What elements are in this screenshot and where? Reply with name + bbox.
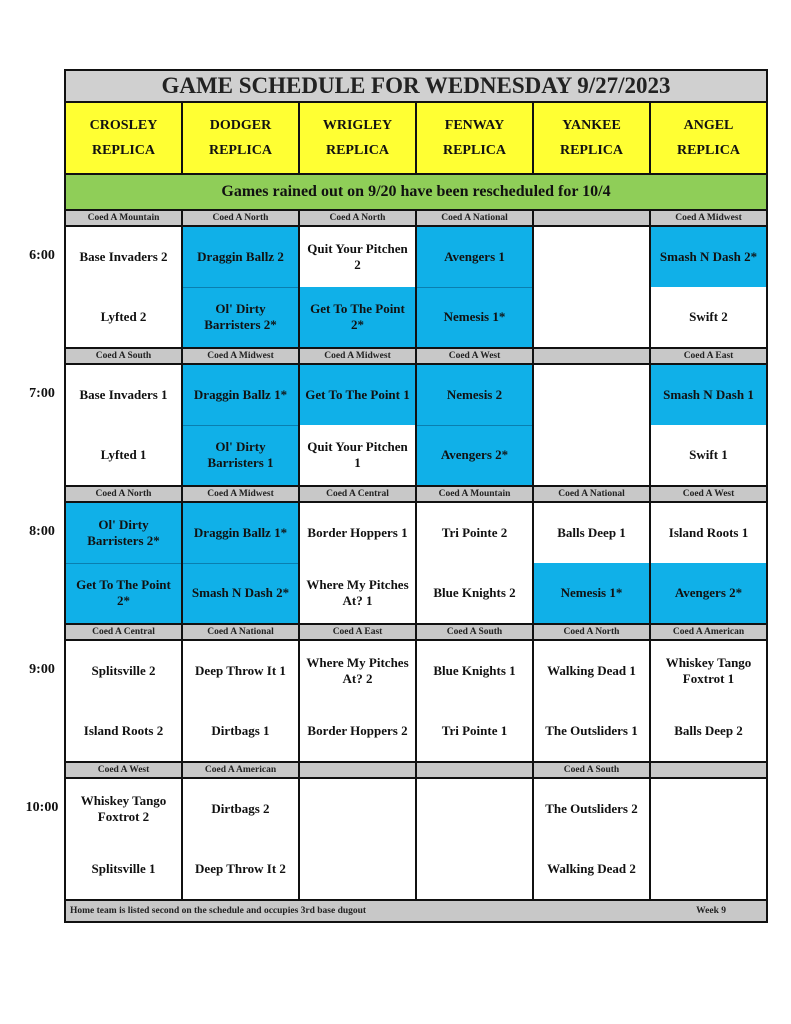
team-name: Whiskey Tango Foxtrot 2: [80, 793, 167, 824]
division-label: Coed A National: [417, 211, 534, 225]
division-label: Coed A South: [417, 625, 534, 639]
home-team-cell: [300, 287, 415, 347]
game-matchup: [66, 227, 183, 347]
away-team-cell: [534, 641, 649, 701]
team-name: Get To The Point 2*: [76, 577, 171, 609]
away-team-cell: [300, 503, 415, 563]
away-team-cell: [183, 503, 298, 564]
field-header-yankee: [534, 103, 651, 173]
away-team-cell: [534, 227, 649, 287]
division-label: Coed A South: [534, 763, 651, 777]
division-label: Coed A Mountain: [66, 211, 183, 225]
team-name: Draggin Ballz 2: [197, 248, 284, 264]
division-label: [417, 763, 534, 777]
division-label: Coed A Midwest: [675, 213, 742, 223]
team-name: Ol' Dirty Barristers 2*: [87, 516, 160, 548]
team-name: Walking Dead 1: [547, 663, 636, 678]
team-name: Island Roots 1: [668, 525, 749, 540]
team-name: Quit Your Pitchen 2: [307, 241, 408, 272]
team-name: Ol' Dirty Barristers 2*: [204, 301, 277, 333]
game-matchup: [417, 641, 534, 761]
field-header-crosley: [66, 103, 183, 173]
game-matchup: [417, 227, 534, 347]
home-team-cell: [66, 425, 181, 485]
team-name: Ol' Dirty Barristers 1: [207, 439, 274, 471]
home-team-cell: [183, 701, 298, 761]
field-subtitle: REPLICA: [676, 142, 740, 158]
time-block: [66, 211, 766, 349]
home-team-cell: [183, 426, 298, 486]
division-label: Coed A North: [66, 487, 183, 501]
division-label: Coed A American: [183, 763, 300, 777]
team-name: Avengers 2*: [674, 585, 743, 600]
division-label: [300, 763, 417, 777]
home-team-cell: [651, 563, 766, 623]
games-row: [66, 227, 766, 347]
team-name: The Outsliders 2: [545, 801, 638, 816]
division-label: Coed A East: [300, 625, 417, 639]
home-team-cell: [183, 839, 298, 899]
game-matchup: [417, 365, 534, 485]
home-team-cell: [66, 287, 181, 347]
away-team-cell: [300, 227, 415, 287]
away-team-cell: [417, 365, 532, 426]
time-label: 7:00: [29, 386, 55, 401]
away-team-cell: [417, 227, 532, 288]
home-team-cell: [300, 425, 415, 485]
game-matchup: [66, 779, 183, 899]
home-team-cell: [417, 563, 532, 623]
team-name: Deep Throw It 2: [195, 861, 286, 876]
team-name: Swift 2: [689, 309, 728, 324]
time-block: [66, 487, 766, 625]
away-team-cell: [66, 779, 181, 839]
away-team-cell: [534, 365, 649, 425]
team-name: The Outsliders 1: [545, 723, 638, 738]
home-team-cell: [534, 701, 649, 761]
game-matchup: [417, 503, 534, 623]
away-team-cell: [183, 641, 298, 701]
home-team-cell: [300, 563, 415, 623]
games-row: [66, 503, 766, 623]
away-team-cell: [417, 503, 532, 563]
game-matchup: [651, 641, 766, 761]
away-team-cell: [651, 779, 766, 839]
team-name: Splitsville 2: [91, 663, 156, 678]
game-matchup: [417, 779, 534, 899]
time-label: 6:00: [29, 248, 55, 263]
game-matchup: [183, 227, 300, 347]
away-team-cell: [300, 779, 415, 839]
team-name: Dirtbags 1: [211, 723, 270, 738]
away-team-cell: [300, 365, 415, 425]
team-name: Base Invaders 1: [79, 387, 168, 402]
game-matchup: [651, 503, 766, 623]
team-name: Walking Dead 2: [547, 861, 636, 876]
team-name: Nemesis 2: [446, 386, 503, 402]
home-team-cell: [534, 563, 649, 623]
away-team-cell: [66, 641, 181, 701]
division-label: Coed A American: [672, 627, 745, 637]
games-row: [66, 779, 766, 899]
game-matchup: [534, 227, 651, 347]
division-label: Coed A Midwest: [300, 349, 417, 363]
game-matchup: [183, 365, 300, 485]
field-subtitle: REPLICA: [91, 142, 155, 158]
home-team-cell: [300, 701, 415, 761]
time-label: 9:00: [29, 662, 55, 677]
team-name: Blue Knights 1: [433, 663, 516, 678]
home-team-cell: [417, 839, 532, 899]
home-team-cell: [417, 701, 532, 761]
game-matchup: [300, 641, 417, 761]
home-team-cell: [534, 287, 649, 347]
division-label-row: [66, 487, 766, 503]
away-team-cell: [66, 227, 181, 287]
home-team-cell: [651, 701, 766, 761]
time-block: [66, 625, 766, 763]
team-name: Get To The Point 2*: [310, 301, 405, 332]
division-label: Coed A South: [66, 349, 183, 363]
team-name: Island Roots 2: [83, 723, 164, 738]
games-row: [66, 365, 766, 485]
away-team-cell: [66, 503, 181, 564]
division-label: Coed A East: [683, 351, 734, 361]
away-team-cell: [183, 365, 298, 426]
game-matchup: [300, 779, 417, 899]
away-team-cell: [534, 503, 649, 563]
home-team-cell: [300, 839, 415, 899]
game-matchup: [66, 365, 183, 485]
division-label: Coed A West: [417, 349, 534, 363]
team-name: Quit Your Pitchen 1: [307, 439, 408, 470]
team-name: Border Hoppers 1: [307, 525, 408, 540]
division-label: Coed A National: [183, 625, 300, 639]
division-label: Coed A North: [300, 211, 417, 225]
field-header-row: [66, 103, 766, 175]
time-block: [66, 349, 766, 487]
game-matchup: [183, 641, 300, 761]
team-name: Tri Pointe 2: [441, 525, 508, 540]
division-label-row: [66, 211, 766, 227]
game-matchup: [651, 227, 766, 347]
field-subtitle: REPLICA: [208, 142, 272, 158]
home-team-cell: [651, 287, 766, 347]
home-team-cell: [66, 701, 181, 761]
home-team-cell: [651, 425, 766, 485]
team-name: Balls Deep 1: [557, 525, 626, 540]
team-name: Deep Throw It 1: [195, 663, 286, 678]
field-name: ANGEL: [683, 117, 734, 133]
time-blocks: [66, 211, 766, 901]
team-name: Smash N Dash 1: [663, 387, 754, 402]
division-label: Coed A North: [534, 625, 651, 639]
game-matchup: [300, 365, 417, 485]
division-label: Coed A North: [183, 211, 300, 225]
schedule-title: GAME SCHEDULE FOR WEDNESDAY 9/27/2023: [66, 71, 766, 103]
away-team-cell: [651, 641, 766, 701]
field-subtitle: REPLICA: [325, 142, 389, 158]
team-name: Base Invaders 2: [79, 249, 168, 264]
division-label: Coed A Midwest: [183, 487, 300, 501]
game-matchup: [534, 503, 651, 623]
division-label-row: [66, 349, 766, 365]
time-label: 8:00: [29, 524, 55, 539]
games-row: [66, 641, 766, 761]
team-name: Balls Deep 2: [674, 723, 743, 738]
division-label: [534, 349, 651, 363]
away-team-cell: [651, 227, 766, 287]
away-team-cell: [183, 227, 298, 288]
division-label: Coed A Midwest: [183, 349, 300, 363]
team-name: Lyfted 2: [100, 309, 147, 324]
division-label: Coed A West: [682, 489, 735, 499]
team-name: Blue Knights 2: [433, 585, 516, 600]
field-header-fenway: [417, 103, 534, 173]
away-team-cell: [651, 365, 766, 425]
game-matchup: [183, 779, 300, 899]
field-name: WRIGLEY: [322, 117, 393, 133]
away-team-cell: [417, 779, 532, 839]
game-matchup: [651, 365, 766, 485]
field-name: YANKEE: [562, 117, 621, 133]
game-matchup: [651, 779, 766, 899]
home-team-cell: [651, 839, 766, 899]
home-team-cell: [534, 425, 649, 485]
team-name: Avengers 2*: [440, 447, 509, 463]
game-matchup: [534, 641, 651, 761]
team-name: Smash N Dash 2*: [191, 585, 290, 601]
reschedule-notice: Games rained out on 9/20 have been rescheduled for 10/4: [66, 175, 766, 211]
division-label: Coed A West: [66, 763, 183, 777]
footer-row: [66, 901, 766, 921]
team-name: Swift 1: [689, 447, 728, 462]
away-team-cell: [651, 503, 766, 563]
division-label: [534, 211, 651, 225]
team-name: Where My Pitches At? 1: [306, 577, 409, 608]
home-team-cell: [417, 288, 532, 348]
field-header-angel: [651, 103, 766, 173]
team-name: Whiskey Tango Foxtrot 1: [665, 655, 752, 686]
team-name: Draggin Ballz 1*: [193, 524, 288, 540]
team-name: Draggin Ballz 1*: [193, 386, 288, 402]
home-team-cell: [183, 564, 298, 624]
division-label-row: [66, 763, 766, 779]
away-team-cell: [66, 365, 181, 425]
field-header-wrigley: [300, 103, 417, 173]
week-label: Week 9: [696, 906, 726, 916]
home-team-note: Home team is listed second on the schedule and occupies 3rd base dugout: [70, 906, 367, 916]
team-name: Get To The Point 1: [305, 387, 410, 402]
division-label: Coed A Central: [300, 487, 417, 501]
division-label: [651, 763, 766, 777]
time-block: [66, 763, 766, 901]
division-label: Coed A Central: [66, 625, 183, 639]
away-team-cell: [534, 779, 649, 839]
game-matchup: [300, 503, 417, 623]
team-name: Nemesis 1*: [560, 585, 623, 600]
field-name: DODGER: [209, 117, 272, 133]
game-matchup: [183, 503, 300, 623]
game-matchup: [300, 227, 417, 347]
home-team-cell: [66, 564, 181, 624]
game-matchup: [66, 641, 183, 761]
team-name: Where My Pitches At? 2: [306, 655, 409, 686]
field-header-dodger: [183, 103, 300, 173]
time-label: 10:00: [25, 800, 59, 815]
division-label: Coed A Mountain: [417, 487, 534, 501]
team-name: Dirtbags 2: [211, 801, 270, 816]
field-subtitle: REPLICA: [442, 142, 506, 158]
away-team-cell: [300, 641, 415, 701]
team-name: Smash N Dash 2*: [659, 249, 758, 264]
field-name: CROSLEY: [89, 117, 158, 133]
team-name: Lyfted 1: [100, 447, 147, 462]
away-team-cell: [183, 779, 298, 839]
division-label: Coed A National: [534, 487, 651, 501]
game-matchup: [534, 779, 651, 899]
home-team-cell: [183, 288, 298, 348]
away-team-cell: [417, 641, 532, 701]
home-team-cell: [417, 426, 532, 486]
team-name: Border Hoppers 2: [307, 723, 408, 738]
team-name: Tri Pointe 1: [441, 723, 508, 738]
team-name: Avengers 1: [444, 248, 505, 264]
game-matchup: [66, 503, 183, 623]
division-label-row: [66, 625, 766, 641]
team-name: Splitsville 1: [91, 861, 156, 876]
team-name: Nemesis 1*: [443, 309, 506, 325]
game-matchup: [534, 365, 651, 485]
home-team-cell: [534, 839, 649, 899]
field-subtitle: REPLICA: [559, 142, 623, 158]
home-team-cell: [66, 839, 181, 899]
field-name: FENWAY: [444, 117, 505, 133]
schedule-table: [64, 69, 768, 923]
